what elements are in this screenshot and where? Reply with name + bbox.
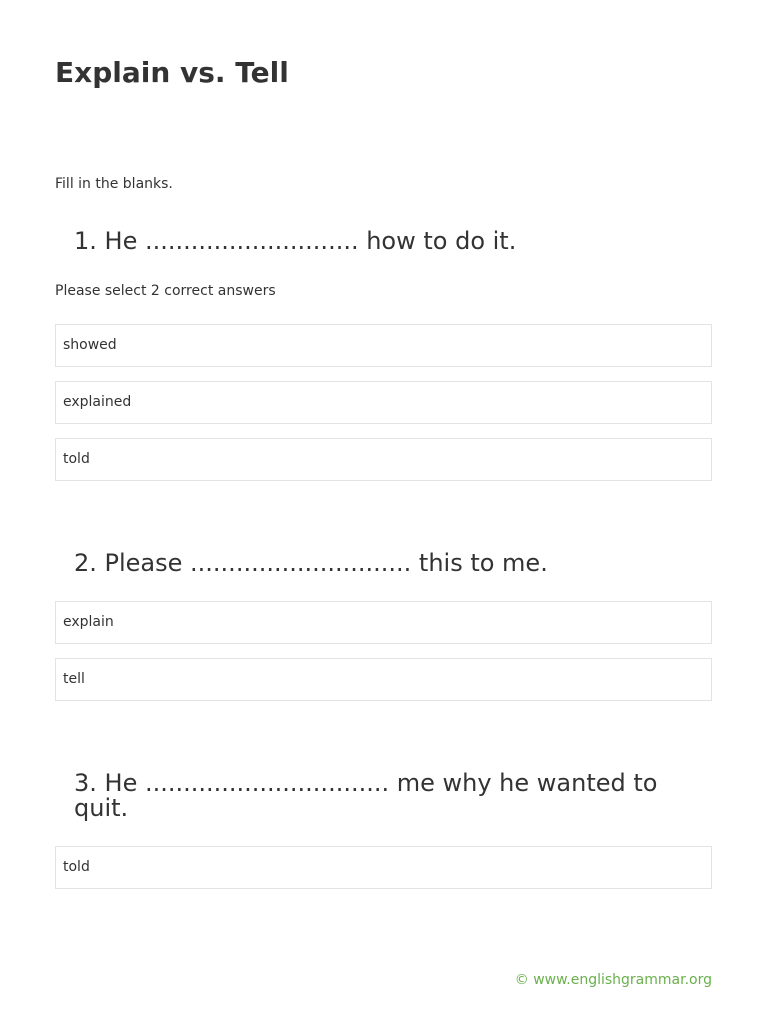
question-3-options <box>55 846 712 903</box>
answer-option[interactable]: showed <box>55 324 712 367</box>
question-3-text: 3. He ................................ me why he wanted to quit. <box>74 769 658 822</box>
question-1-hint: Please select 2 correct answers <box>55 283 276 299</box>
question-1-text: 1. He ............................ how to do it. <box>74 227 517 255</box>
instructions: Fill in the blanks. <box>55 176 173 192</box>
answer-option[interactable]: told <box>55 438 712 481</box>
question-2-text: 2. Please ............................. this to me. <box>74 549 548 577</box>
question-1-options <box>55 324 712 495</box>
answer-option[interactable]: told <box>55 846 712 889</box>
question-2-options <box>55 601 712 715</box>
answer-option[interactable]: explained <box>55 381 712 424</box>
answer-option[interactable]: explain <box>55 601 712 644</box>
answer-option[interactable]: tell <box>55 658 712 701</box>
page-title: Explain vs. Tell <box>55 56 289 89</box>
footer-copyright: © www.englishgrammar.org <box>514 972 712 988</box>
